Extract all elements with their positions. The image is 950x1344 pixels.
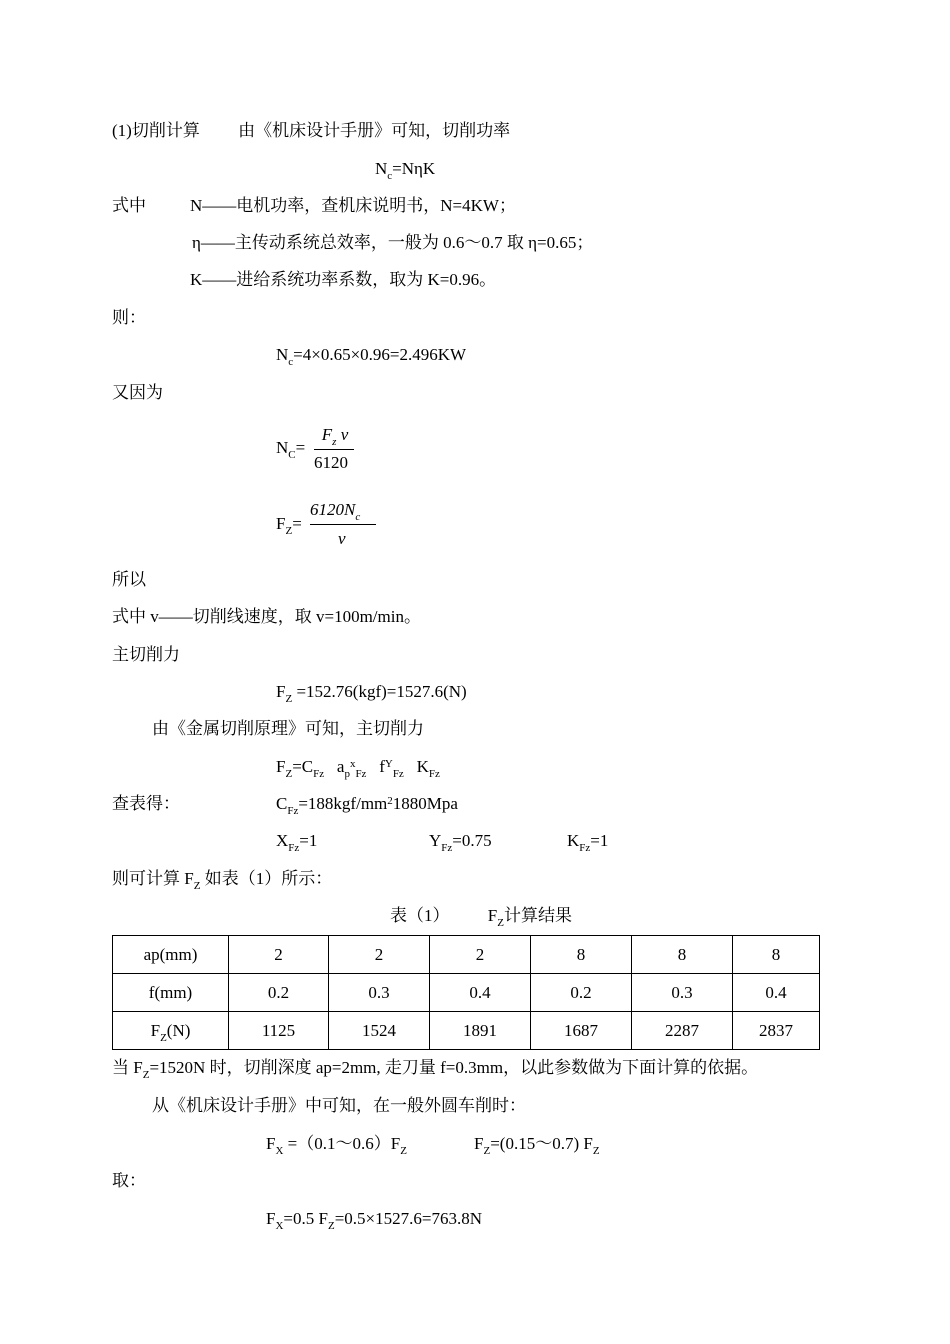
eq7-f2: F [474, 1134, 484, 1153]
eq8-f: F [266, 1209, 276, 1228]
table-cell: 1687 [531, 1012, 632, 1050]
table-cell: 0.4 [430, 974, 531, 1012]
eq4-sub: Z [285, 525, 293, 537]
lookup-value [276, 794, 458, 817]
eq5-f: F [276, 682, 286, 701]
eq5-sub: Z [285, 693, 293, 705]
eq8-sub: X [275, 1220, 284, 1232]
formula-fz-empirical [276, 757, 440, 780]
selection-note [112, 1058, 759, 1081]
param-y-sym: Y [429, 831, 442, 850]
lookup-sup: 2 [387, 795, 393, 807]
suoyi-label: 所以 [112, 570, 146, 589]
formula-fx-range [266, 1134, 407, 1157]
main-cutting-force-label: 主切削力 [112, 645, 180, 664]
eq4-num: 6120N [310, 500, 356, 519]
table-cell: 0.2 [229, 974, 329, 1012]
eq3-n: N [276, 438, 289, 457]
eq6-f: F [276, 757, 286, 776]
eq8-rest: =0.5×1527.6=763.8N [334, 1209, 482, 1228]
param-y-val: =0.75 [452, 831, 492, 850]
ze-label: 则： [112, 308, 146, 327]
eq2-sub: c [288, 356, 294, 368]
table-intro-b: 如表（1）所示： [200, 869, 333, 888]
table-cell: 2837 [733, 1012, 820, 1050]
eq6-y-sub: Fz [392, 768, 404, 780]
formula-fz-value [276, 682, 467, 705]
row-header-text: F [150, 1020, 161, 1040]
selection-a: 当 F [112, 1058, 143, 1077]
eq7-mid: =（0.1～0.6）F [283, 1134, 401, 1153]
formula-power [375, 159, 436, 182]
eq3-denominator: 6120 [314, 453, 348, 472]
eq7-sub2: Z [400, 1145, 407, 1157]
row-header [113, 936, 229, 974]
eq4-num-sub: c [355, 511, 361, 523]
row-header [113, 974, 229, 1012]
eq6-c: =C [292, 757, 314, 776]
table-cell: 0.4 [733, 974, 820, 1012]
formula-fz-range [474, 1134, 600, 1157]
row-header-text: ap(mm) [143, 944, 198, 964]
table-row [113, 1012, 820, 1050]
eq1-sub: c [387, 170, 393, 182]
definition-v: 式中 v——切削线速度，取 v=100m/min。 [112, 607, 421, 626]
eq3-num-sub: z [332, 436, 337, 448]
table-cell: 2 [430, 936, 531, 974]
table-intro-a: 则可计算 F [112, 869, 194, 888]
table-cell: 0.3 [632, 974, 733, 1012]
table-row [113, 936, 820, 974]
table-cell: 8 [733, 936, 820, 974]
eq1-rest: =NηK [392, 159, 436, 178]
table-row [113, 974, 820, 1012]
eq6-a-sub: p [344, 768, 350, 780]
heading-label: (1)切削计算 [112, 121, 200, 140]
row-header [113, 1012, 229, 1050]
param-x-val: =1 [299, 831, 318, 850]
eq7-sub: X [275, 1145, 284, 1157]
eq4-eq: = [292, 514, 302, 533]
lookup-label: 查表得： [112, 794, 180, 813]
eq6-c-sub: Fz [313, 768, 325, 780]
param-k-sub: Fz [579, 842, 591, 854]
eq7-f: F [266, 1134, 276, 1153]
eq6-x-sub: Fz [355, 768, 367, 780]
definition-n [112, 196, 516, 216]
eq3-num-f: F [321, 425, 333, 444]
eq3-eq: = [295, 438, 306, 457]
table-cell: 1524 [329, 1012, 430, 1050]
lookup-val2: 1880Mpa [392, 794, 458, 813]
lookup-c-sub: Fz [287, 805, 299, 817]
section-heading [112, 121, 510, 141]
eq3-fraction-bar [314, 449, 354, 450]
eq7-sub3: Z [483, 1145, 491, 1157]
eq4-f: F [276, 514, 286, 533]
eq6-y-sup: Y [384, 758, 393, 770]
table-intro-sub: Z [193, 880, 201, 892]
caption-f: F [487, 906, 498, 925]
table-cell: 1891 [430, 1012, 531, 1050]
eq6-sub: Z [285, 768, 293, 780]
eq8-sub2: Z [327, 1220, 335, 1232]
definition-k: K——进给系统功率系数，取为 K=0.96。 [190, 270, 497, 289]
caption-text: 计算结果 [503, 906, 572, 925]
qu-label: 取： [112, 1171, 146, 1190]
lookup-c: C [276, 794, 288, 813]
param-k-sym: K [567, 831, 580, 850]
eq6-k-sub: Fz [428, 768, 440, 780]
results-table-body [113, 936, 820, 1050]
source-text: 由《金属切削原理》可知，主切削力 [152, 719, 424, 738]
lookup-val: =188kgf/mm [298, 794, 388, 813]
eq4-numerator [310, 500, 361, 523]
param-x-sub: Fz [288, 842, 300, 854]
table-cell: 2287 [632, 1012, 733, 1050]
table-cell: 0.2 [531, 974, 632, 1012]
table-cell: 2 [229, 936, 329, 974]
heading-text: 由《机床设计手册》可知，切削功率 [238, 121, 511, 140]
caption-number: 表（1） [390, 906, 450, 925]
param-x-sym: X [276, 831, 289, 850]
selection-b: =1520N 时，切削深度 ap=2mm, 走刀量 f=0.3mm，以此参数做为下面计算的依据。 [149, 1058, 759, 1077]
eq5-rest: =152.76(kgf)=1527.6(N) [296, 682, 467, 701]
eq7-mid2: =(0.15～0.7) F [490, 1134, 593, 1153]
eq8-mid: =0.5 F [283, 1209, 328, 1228]
table-cell: 2 [329, 936, 430, 974]
def1-text: N——电机功率，查机床说明书，N=4KW； [190, 196, 516, 215]
eq4-denominator: v [338, 529, 346, 548]
table-cell: 8 [632, 936, 733, 974]
eq2-n: N [276, 345, 289, 364]
handbook-text: 从《机床设计手册》中可知，在一般外圆车削时： [152, 1096, 526, 1115]
eq4-lhs [276, 514, 302, 537]
row-header-text: f(mm) [148, 982, 193, 1002]
selection-sub: Z [142, 1069, 150, 1081]
youyin-label: 又因为 [112, 383, 163, 402]
eq4-fraction-bar [310, 524, 376, 525]
eq6-feed: f [379, 757, 385, 776]
param-k [567, 831, 609, 854]
definition-eta: η——主传动系统总效率，一般为 0.6～0.7 取 η=0.65； [192, 233, 594, 252]
eq3-lhs [276, 438, 306, 461]
eq6-x-sup: x [349, 758, 356, 770]
formula-power-value [276, 345, 467, 368]
param-y [429, 831, 492, 854]
table-cell: 0.3 [329, 974, 430, 1012]
table-caption [390, 906, 572, 929]
eq7-sub4: Z [592, 1145, 600, 1157]
table-intro [112, 869, 333, 892]
def1-label: 式中 [112, 196, 146, 215]
caption-sub: Z [497, 917, 504, 929]
eq6-k: K [416, 757, 429, 776]
eq1-n: N [375, 159, 388, 178]
eq3-num-v: v [340, 425, 349, 444]
results-table [112, 935, 820, 1050]
eq3-sub: C [288, 449, 296, 461]
formula-fx-value [266, 1209, 482, 1232]
param-x [276, 831, 318, 854]
param-k-val: =1 [590, 831, 609, 850]
table-cell: 8 [531, 936, 632, 974]
eq2-rest: =4×0.65×0.96=2.496KW [293, 345, 467, 364]
row-header-sub: Z [160, 1031, 167, 1044]
eq6-a: a [336, 757, 345, 776]
lookup-row [112, 794, 180, 814]
param-y-sub: Fz [441, 842, 453, 854]
table-cell: 1125 [229, 1012, 329, 1050]
eq3-numerator [314, 425, 356, 448]
row-header-tail: (N) [166, 1020, 191, 1040]
